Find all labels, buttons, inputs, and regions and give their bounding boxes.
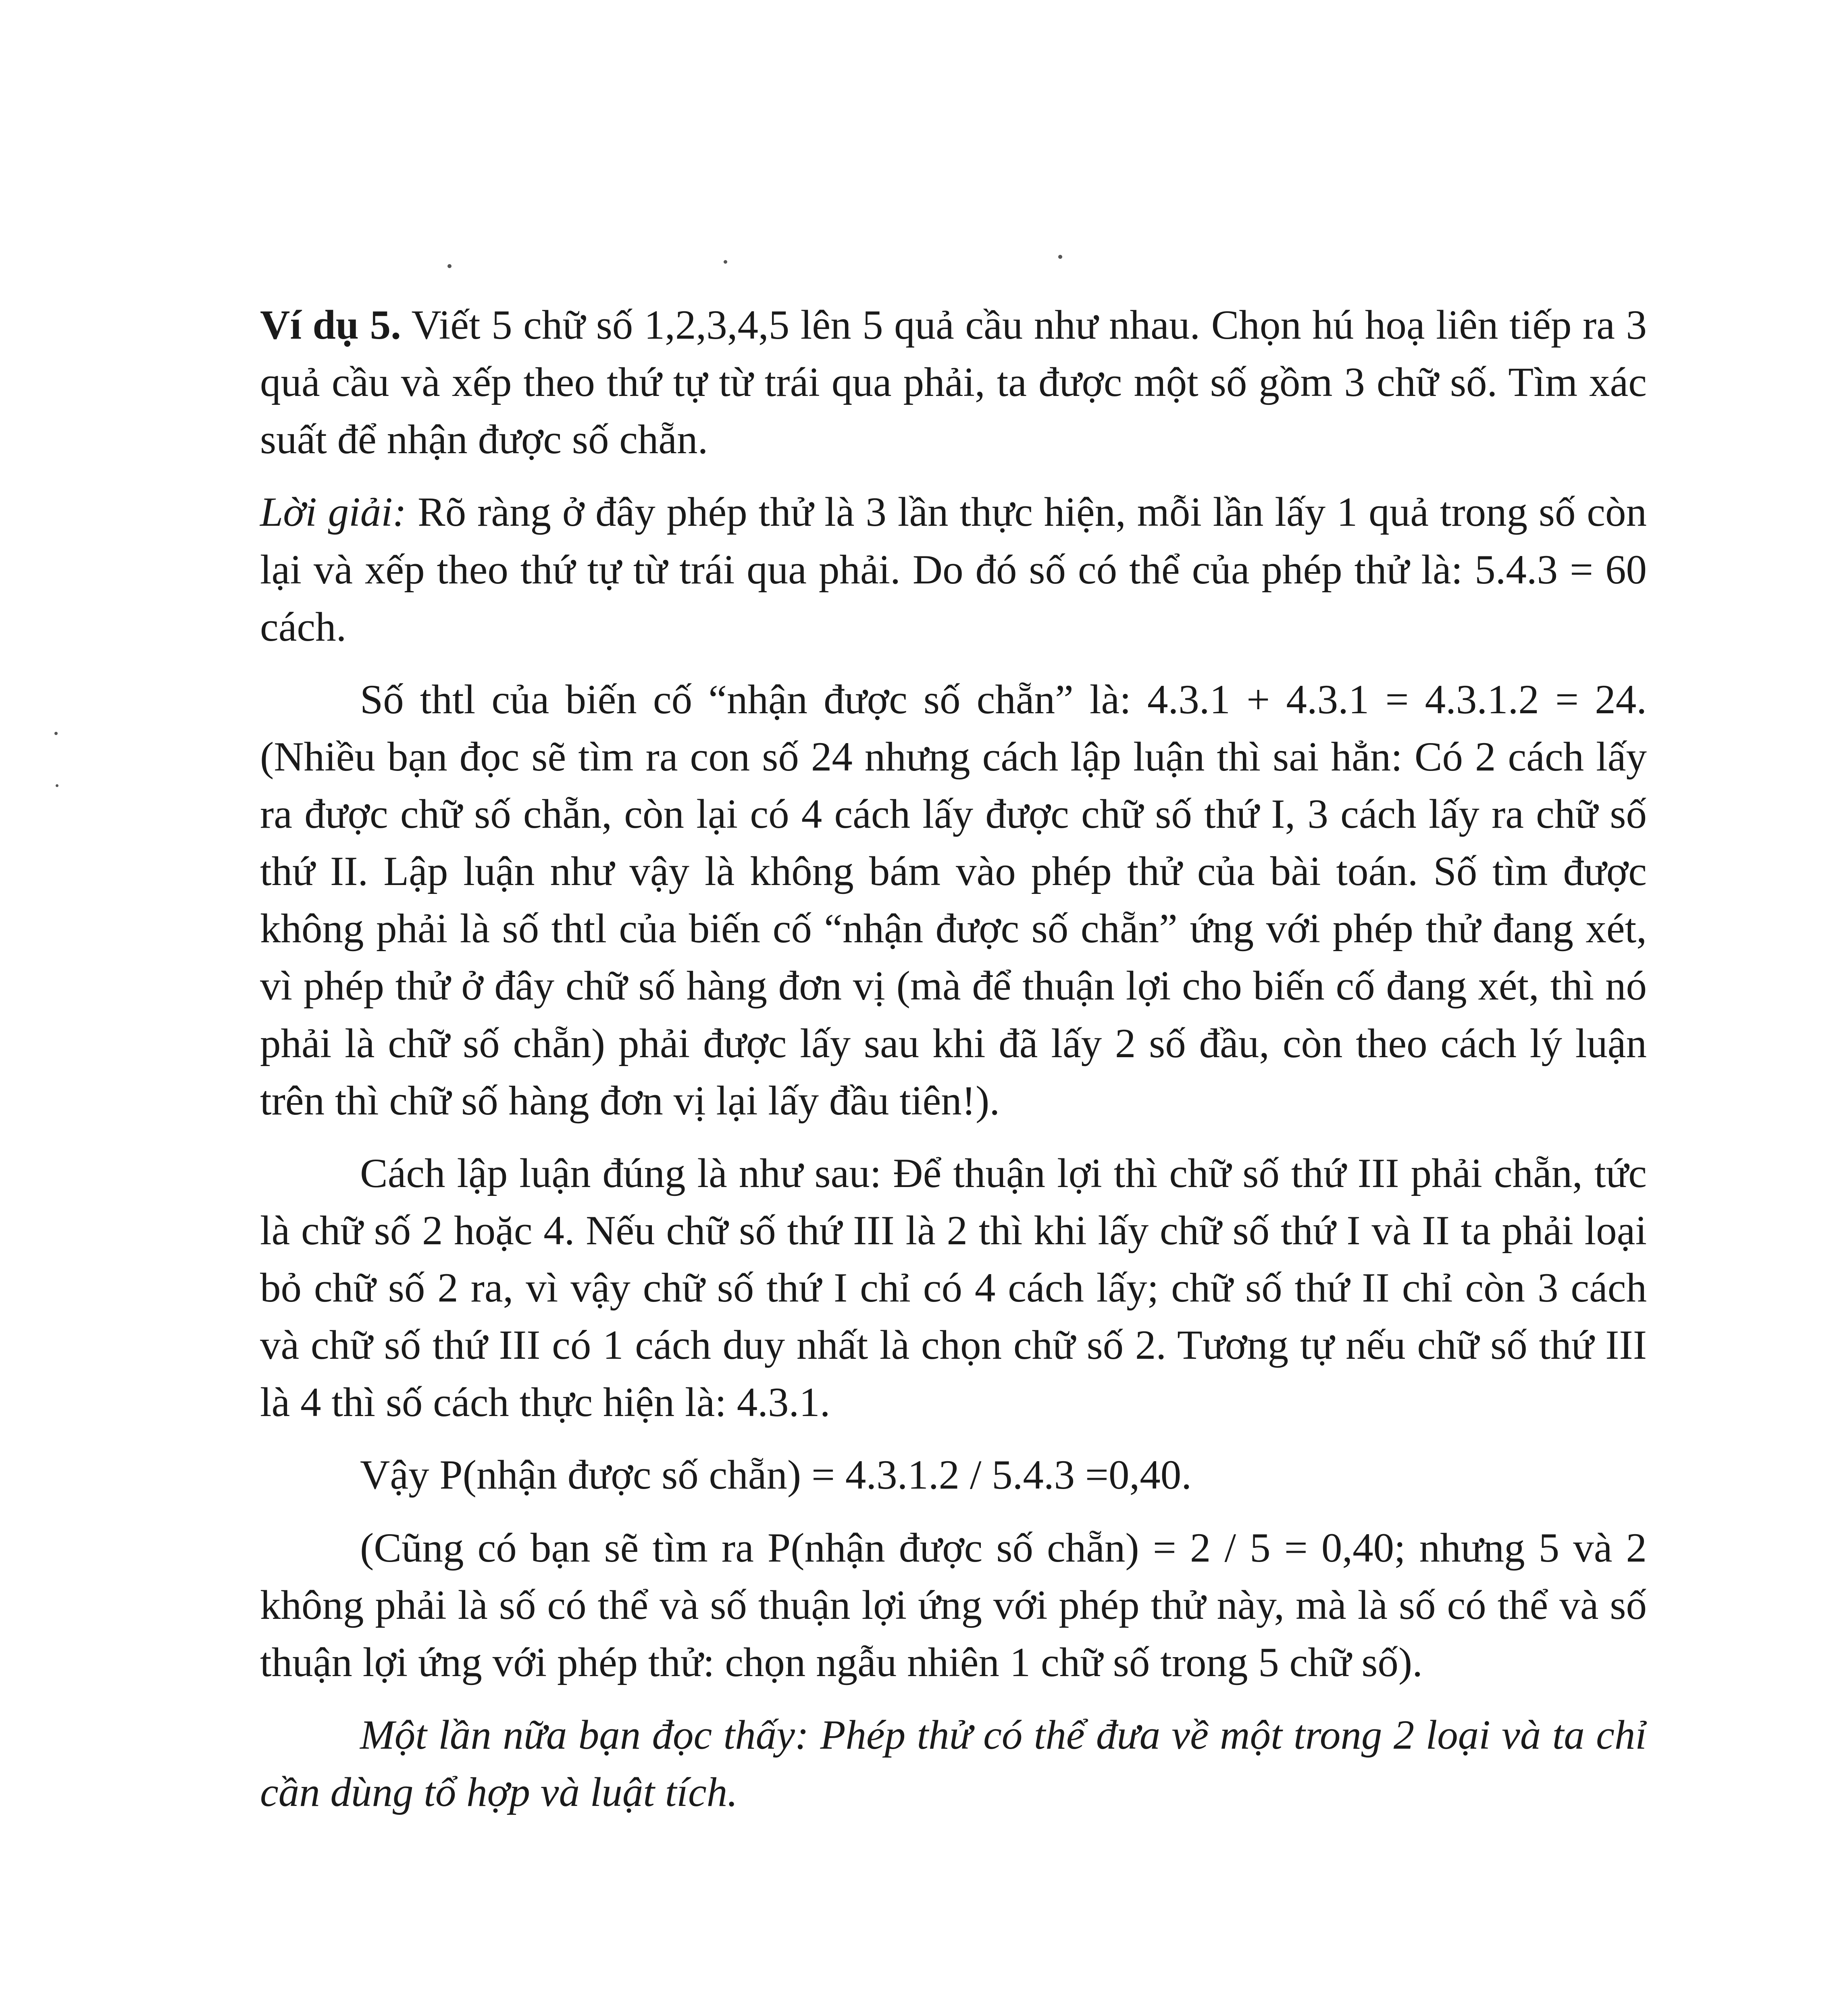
scan-speck — [724, 260, 727, 264]
scan-speck — [56, 784, 58, 787]
solution-text: Rõ ràng ở đây phép thử là 3 lần thực hiện, mỗi lần lấy 1 quả trong số còn lại và xếp theo thứ tự từ trái qua phải. Do đó số có thể của phép thử là: 5.4.3 = 60 cách. — [260, 489, 1647, 650]
example-label: Ví dụ 5. — [260, 302, 401, 348]
conclusion-paragraph: Một lần nữa bạn đọc thấy: Phép thử có thể đưa về một trong 2 loại và ta chỉ cần dùng tổ hợp và luật tích. — [260, 1712, 1647, 1815]
example-paragraph — [260, 296, 1647, 468]
body-paragraph-1: Số thtl của biến cố “nhận được số chẵn” là: 4.3.1 + 4.3.1 = 4.3.1.2 = 24. (Nhiều bạn đọc sẽ tìm ra con số 24 nhưng cách lập luận thì sai hẳn: Có 2 cách lấy ra được chữ số chẵn, còn lại có 4 cách lấy được chữ số thứ I, 3 cách lấy ra chữ số thứ II. Lập luận như vậy là không bám vào phép thử của bài toán. Số tìm được không phải là số thtl của biến cố “nhận được số chẵn” ứng với phép thử đang xét, vì phép thử ở đây chữ số hàng đơn vị (mà để thuận lợi cho biến cố đang xét, thì nó phải là chữ số chẵn) phải được lấy sau khi đã lấy 2 số đầu, còn theo cách lý luận trên thì chữ số hàng đơn vị lại lấy đầu tiên!). — [260, 676, 1647, 1124]
scan-speck — [447, 264, 452, 268]
scan-speck — [1058, 255, 1062, 259]
example-text: Viết 5 chữ số 1,2,3,4,5 lên 5 quả cầu như nhau. Chọn hú hoạ liên tiếp ra 3 quả cầu và xếp theo thứ tự từ trái qua phải, ta được một số gồm 3 chữ số. Tìm xác suất để nhận được số chẵn. — [260, 302, 1647, 463]
body-paragraph-4: (Cũng có bạn sẽ tìm ra P(nhận được số chẵn) = 2 / 5 = 0,40; nhưng 5 và 2 không phải là số có thể và số thuận lợi ứng với phép thử này, mà là số có thể và số thuận lợi ứng với phép thử: chọn ngẫu nhiên 1 chữ số trong 5 chữ số). — [260, 1524, 1647, 1685]
probability-result: Vậy P(nhận được số chẵn) = 4.3.1.2 / 5.4.3 =0,40. — [360, 1452, 1192, 1498]
solution-label: Lời giải: — [260, 489, 407, 535]
scan-speck — [54, 732, 58, 735]
body-paragraph-2: Cách lập luận đúng là như sau: Để thuận lợi thì chữ số thứ III phải chẵn, tức là chữ số 2 hoặc 4. Nếu chữ số thứ III là 2 thì khi lấy chữ số thứ I và II ta phải loại bỏ chữ số 2 ra, vì vậy chữ số thứ I chỉ có 4 cách lấy; chữ số thứ II chỉ còn 3 cách và chữ số thứ III có 1 cách duy nhất là chọn chữ số 2. Tương tự nếu chữ số thứ III là 4 thì số cách thực hiện là: 4.3.1. — [260, 1150, 1647, 1426]
solution-paragraph — [260, 483, 1647, 655]
page-content — [260, 296, 1647, 1836]
